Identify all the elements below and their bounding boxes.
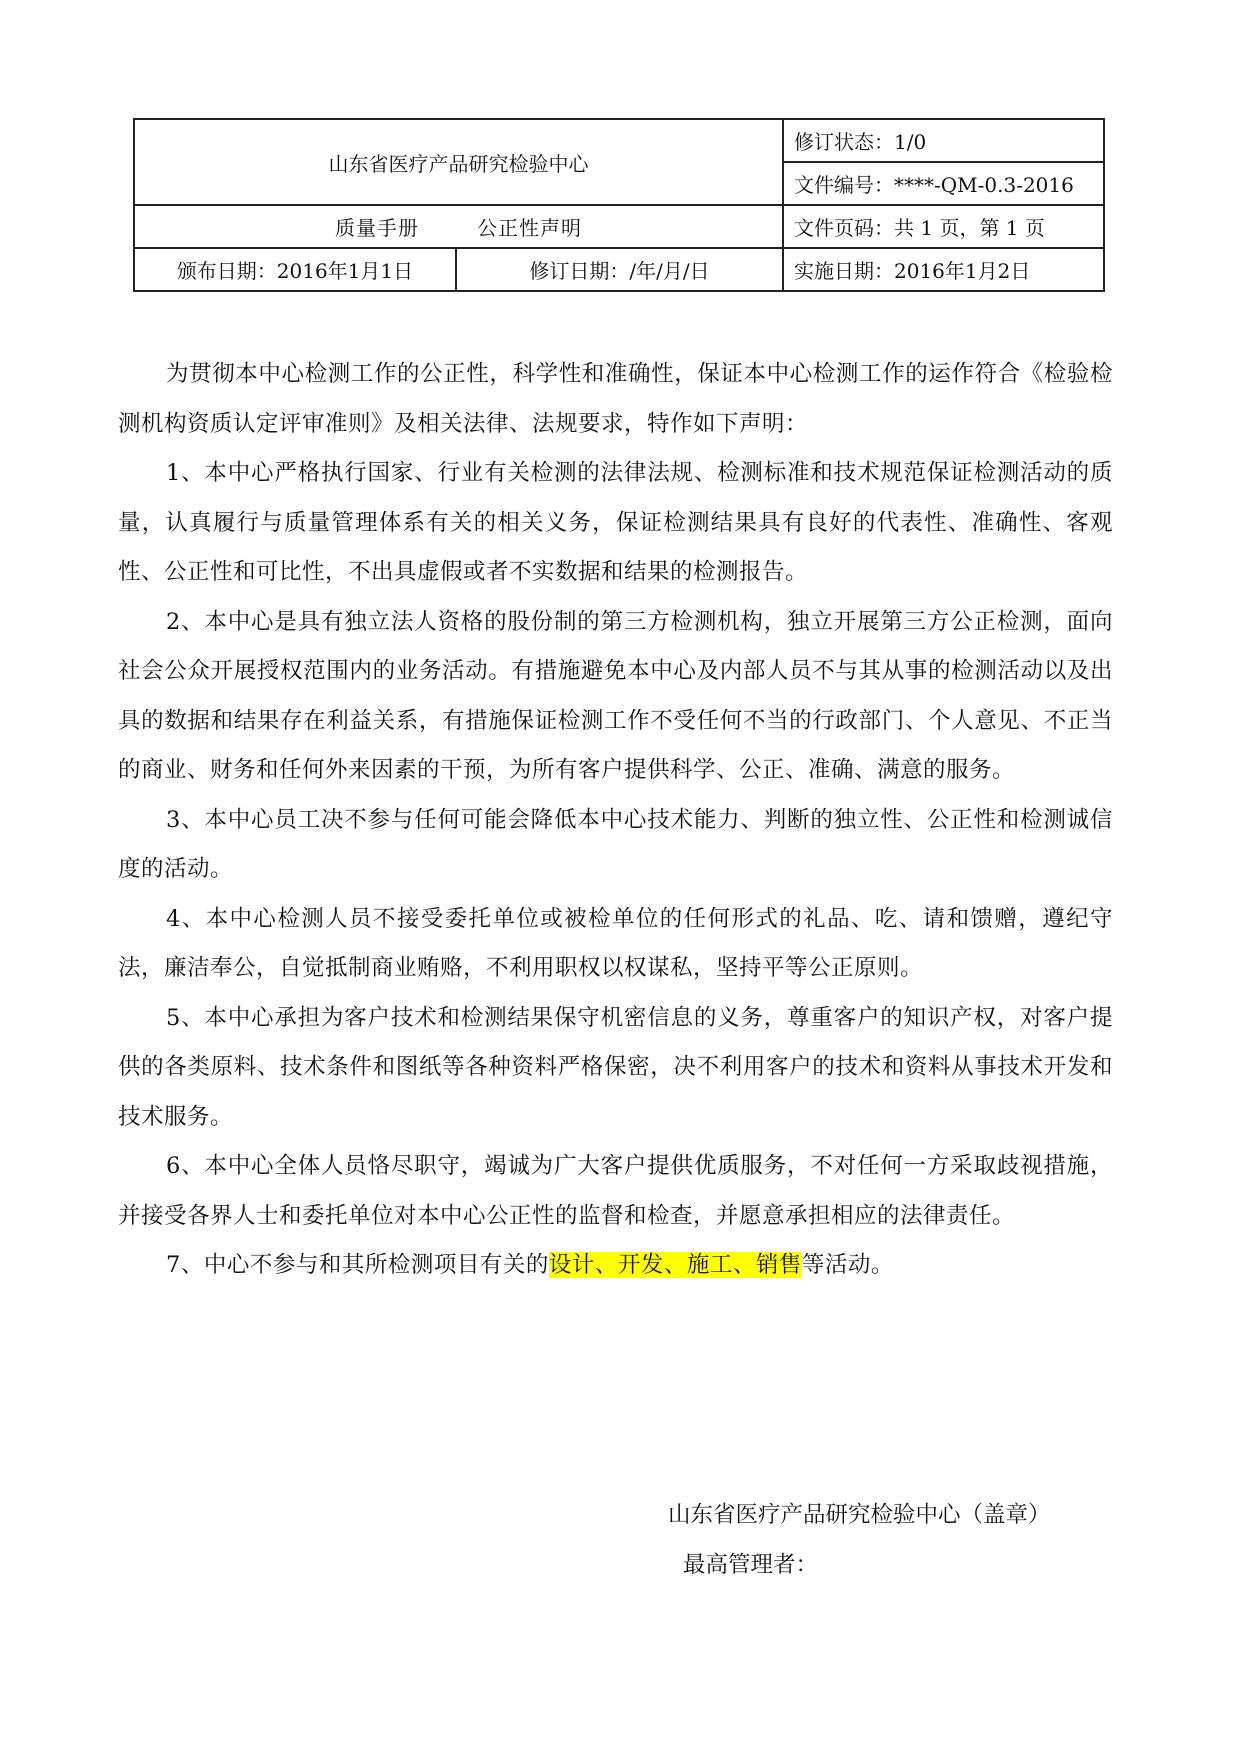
clause-1: 1、本中心严格执行国家、行业有关检测的法律法规、检测标准和技术规范保证检测活动的质量，认真履行与质量管理体系有关的相关义务，保证检测结果具有良好的代表性、准确性、客观性、公正性和可比性，不出具虚假或者不实数据和结果的检测报告。 [118, 460, 1113, 585]
manual-title: 质量手册 [335, 216, 419, 240]
manual-title-cell [134, 205, 783, 248]
org-name: 山东省医疗产品研究检验中心 [134, 119, 783, 205]
revision-status: 修订状态：1/0 [783, 119, 1104, 162]
doc-number: 文件编号：****-QM-0.3-2016 [783, 162, 1104, 205]
clause-2: 2、本中心是具有独立法人资格的股份制的第三方检测机构，独立开展第三方公正检测，面向社会公众开展授权范围内的业务活动。有措施避免本中心及内部人员不与其从事的检测活动以及出具的数据和结果存在利益关系，有措施保证检测工作不受任何不当的行政部门、个人意见、不正当的商业、财务和任何外来因素的干预，为所有客户提供科学、公正、准确、满意的服务。 [118, 608, 1113, 783]
clause-7-before: 7、中心不参与和其所检测项目有关的 [166, 1252, 549, 1278]
document-header-table [133, 118, 1105, 292]
org-seal-line: 山东省医疗产品研究检验中心（盖章） [668, 1502, 1051, 1528]
issue-date: 颁布日期：2016年1月1日 [134, 248, 456, 291]
manager-line: 最高管理者： [683, 1552, 819, 1578]
statement-title: 公正性声明 [477, 216, 582, 240]
effective-date: 实施日期：2016年1月2日 [783, 248, 1104, 291]
clause-4: 4、本中心检测人员不接受委托单位或被检单位的任何形式的礼品、吃、请和馈赠，遵纪守法，廉洁奉公，自觉抵制商业贿赂，不利用职权以权谋私，坚持平等公正原则。 [118, 905, 1113, 981]
clause-7-highlight: 设计、开发、施工、销售 [548, 1252, 802, 1278]
page-info: 文件页码：共 1 页，第 1 页 [783, 205, 1104, 248]
clause-6: 6、本中心全体人员恪尽职守，竭诚为广大客户提供优质服务，不对任何一方采取歧视措施，并接受各界人士和委托单位对本中心公正性的监督和检查，并愿意承担相应的法律责任。 [118, 1153, 1113, 1229]
intro-paragraph: 为贯彻本中心检测工作的公正性，科学性和准确性，保证本中心检测工作的运作符合《检验检测机构资质认定评审准则》及相关法律、法规要求，特作如下声明： [118, 361, 1113, 437]
clause-7 [118, 1241, 1113, 1291]
clause-3: 3、本中心员工决不参与任何可能会降低本中心技术能力、判断的独立性、公正性和检测诚信度的活动。 [118, 806, 1113, 882]
revision-date: 修订日期：/年/月/日 [456, 248, 783, 291]
clause-7-after: 等活动。 [801, 1252, 894, 1278]
statement-body [118, 350, 1113, 1291]
clause-5: 5、本中心承担为客户技术和检测结果保守机密信息的义务，尊重客户的知识产权，对客户提供的各类原料、技术条件和图纸等各种资料严格保密，决不利用客户的技术和资料从事技术开发和技术服务。 [118, 1004, 1113, 1130]
